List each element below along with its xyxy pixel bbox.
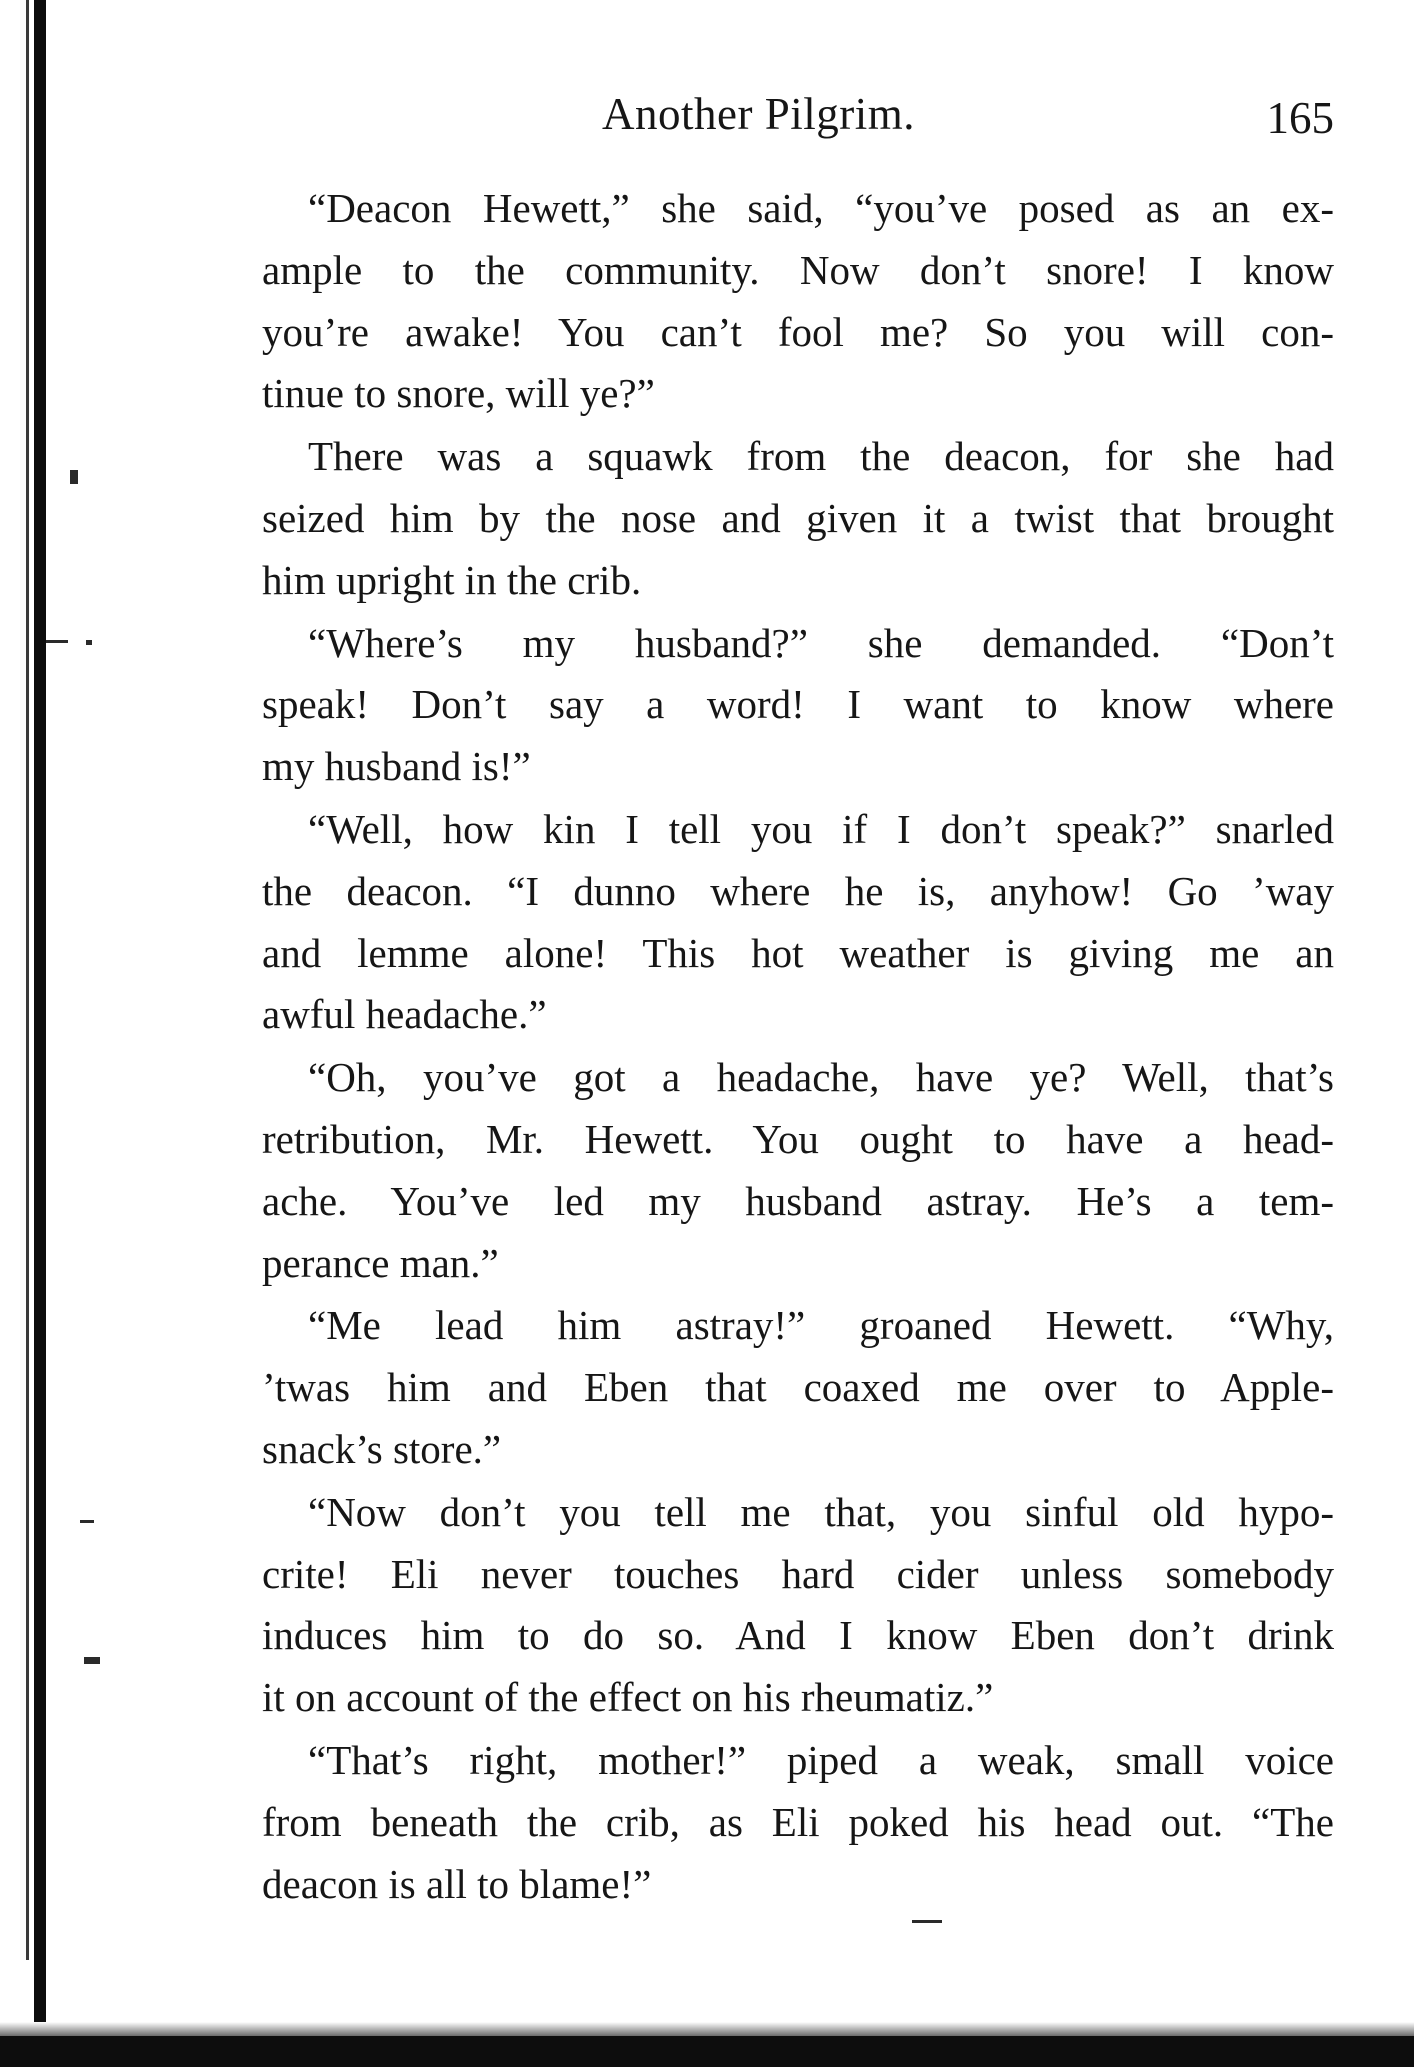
scan-speck [46,640,68,643]
text-line: “Me lead him astray!” groaned Hewett. “Why, [308,1302,1334,1349]
paragraph [262,613,1334,798]
text-line: seized him by the nose and given it a twist that brought [262,494,1334,541]
text-line: perance man.” [262,1239,499,1286]
text-line: There was a squawk from the deacon, for she had [308,433,1334,480]
scan-speck [912,1920,942,1923]
text-line: “Now don’t you tell me that, you sinful old hypo- [308,1488,1334,1535]
text-line: crite! Eli never touches hard cider unless somebody [262,1550,1334,1597]
text-line: and lemme alone! This hot weather is giving me an [262,929,1334,976]
text-line: you’re awake! You can’t fool me? So you will con- [262,308,1334,355]
text-line: “Deacon Hewett,” she said, “you’ve posed as an ex- [308,185,1334,231]
paragraph [262,1730,1334,1915]
running-head: Another Pilgrim. [602,89,915,139]
body-text [262,178,1334,1916]
scan-speck [86,640,92,645]
text-line: tinue to snore, will ye?” [262,370,655,417]
scan-edge-left [34,0,46,2040]
scan-speck [80,1520,94,1523]
text-line: ample to the community. Now don’t snore! I know [262,246,1334,293]
scan-speck [84,1657,100,1664]
paragraph [262,178,1334,425]
paragraph [262,1295,1334,1480]
text-line: induces him to do so. And I know Eben don’t drink [262,1612,1334,1659]
paragraph [262,799,1334,1046]
paragraph [262,426,1334,611]
text-line: the deacon. “I dunno where he is, anyhow! Go ’way [262,867,1334,914]
scan-edge-shadow [0,2022,1414,2036]
text-line: retribution, Mr. Hewett. You ought to have a head- [262,1115,1334,1162]
text-line: snack’s store.” [262,1425,502,1472]
text-line: “Where’s my husband?” she demanded. “Don’t [308,619,1334,666]
text-line: it on account of the effect on his rheumatiz.” [262,1674,994,1721]
text-line: “Well, how kin I tell you if I don’t speak?” snarled [308,805,1334,852]
scan-edge-bottom [0,2036,1414,2067]
paragraph [262,1047,1334,1294]
text-line: ’twas him and Eben that coaxed me over to Apple- [262,1364,1334,1411]
text-line: “That’s right, mother!” piped a weak, small voice [308,1736,1334,1783]
paragraph [262,1482,1334,1729]
text-line: deacon is all to blame!” [262,1860,652,1907]
scan-speck [70,470,78,484]
text-line: my husband is!” [262,743,531,790]
text-line: ache. You’ve led my husband astray. He’s a tem- [262,1177,1334,1224]
text-line: awful headache.” [262,991,547,1038]
text-line: speak! Don’t say a word! I want to know where [262,681,1334,728]
scan-edge-line [26,0,29,1960]
text-line: from beneath the crib, as Eli poked his head out. “The [262,1798,1334,1845]
text-line: him upright in the crib. [262,556,642,603]
text-line: “Oh, you’ve got a headache, have ye? Well, that’s [308,1054,1334,1101]
page-number: 165 [1266,93,1334,143]
page-header [262,88,1334,148]
